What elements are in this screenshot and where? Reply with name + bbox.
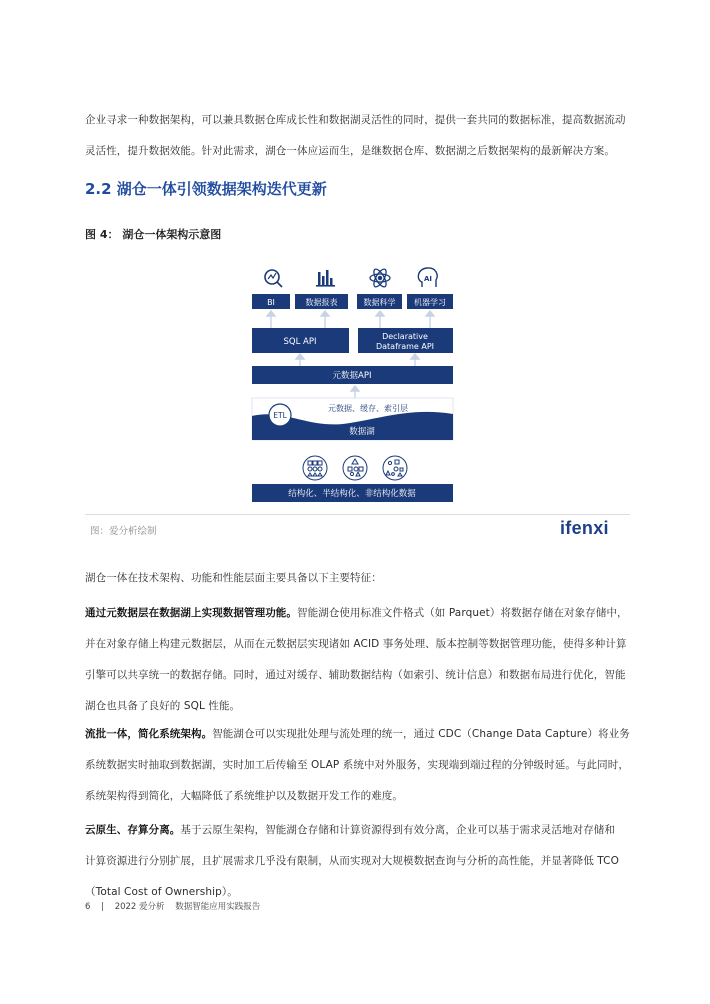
bottom-data-label: 结构化、半结构化、非结构化数据: [288, 489, 416, 499]
figure-divider: [85, 514, 630, 515]
etl-label: ETL: [273, 411, 287, 420]
diagram-svg: [240, 258, 470, 508]
lake-layers-label: 元数据、缓存、索引层: [328, 404, 408, 413]
top-label-report: 数据报表: [305, 298, 338, 307]
feature-3-text-1: 基于云原生架构，智能湖仓存储和计算资源得到有效分离，企业可以基于需求灵活地对存储和: [180, 824, 616, 836]
feature-3-line-3: （Total Cost of Ownership）。: [85, 886, 238, 898]
brand-logo: ifenxi: [560, 518, 609, 538]
feature-1-line-2: 并在对象存储上构建元数据层，从而在元数据层实现诸如 ACID 事务处理、版本控制等数据管理功能，使得多种计算: [85, 638, 627, 650]
feature-2-line-2: 系统数据实时抽取到数据湖，实时加工后传输至 OLAP 系统中对外服务，实现端到端过程的分钟级时延。与此同时，: [85, 759, 629, 771]
footer-separator: |: [101, 902, 104, 912]
figure-source: 图：爱分析绘制: [90, 526, 157, 537]
ai-head-icon: [418, 268, 437, 287]
features-intro: [85, 563, 630, 594]
feature-3-line-2: 计算资源进行分别扩展，且扩展需求几乎没有限制，从而实现对大规模数据查询与分析的高性能，并显著降低 TCO: [85, 855, 619, 867]
semi-structured-data-icon: [343, 456, 367, 480]
atom-icon: [370, 267, 390, 288]
feature-1-heading: 通过元数据层在数据湖上实现数据管理功能。: [85, 607, 297, 619]
page-footer: [85, 900, 268, 912]
declarative-label-1: Declarative: [382, 332, 428, 341]
feature-3-heading: 云原生、存算分离。: [85, 824, 181, 836]
feature-paragraph-3: [85, 815, 630, 908]
feature-2-line-3: 系统架构得到简化，大幅降低了系统维护以及数据开发工作的难度。: [85, 790, 403, 802]
bar-chart-icon: [316, 270, 335, 287]
intro-line-1: 企业寻求一种数据架构，可以兼具数据仓库成长性和数据湖灵活性的同时，提供一套共同的数据标准，提高数据流动: [85, 114, 626, 126]
feature-2-text-1: 智能湖仓可以实现批处理与流处理的统一，通过 CDC（Change Data Capture）将业务: [212, 728, 630, 740]
data-lake-label: 数据湖: [349, 427, 375, 437]
feature-2-line-1: [85, 719, 630, 750]
top-label-science: 数据科学: [363, 298, 396, 307]
feature-paragraph-2: [85, 719, 630, 812]
lakehouse-diagram: [240, 258, 470, 508]
feature-1-line-4: 湖仓也具备了良好的 SQL 性能。: [85, 700, 241, 712]
top-label-ml: 机器学习: [414, 298, 446, 307]
features-intro-text: 湖仓一体在技术架构、功能和性能层面主要具备以下主要特征：: [85, 572, 382, 584]
feature-3-line-1: [85, 815, 630, 846]
section-title: 2.2 湖仓一体引领数据架构迭代更新: [85, 180, 327, 198]
top-label-bi: BI: [267, 298, 275, 307]
svg-text:AI: AI: [424, 275, 433, 283]
unstructured-data-icon: [383, 456, 407, 480]
figure-title: 图 4： 湖仓一体架构示意图: [85, 228, 222, 241]
feature-1-text-1: 智能湖仓使用标准文件格式（如 Parquet）将数据存储在对象存储中，: [297, 607, 628, 619]
feature-2-heading: 流批一体，简化系统架构。: [85, 728, 213, 740]
footer-report-title: 数据智能应用实践报告: [175, 902, 261, 912]
feature-1-line-3: 引擎可以共享统一的数据存储。同时，通过对缓存、辅助数据结构（如索引、统计信息）和数据布局进行优化，智能: [85, 669, 626, 681]
feature-1-line-1: [85, 598, 630, 629]
footer-brand: 2022 爱分析: [114, 902, 165, 912]
sql-api-label: SQL API: [283, 337, 317, 347]
search-chart-icon: [265, 270, 282, 287]
structured-data-icon: [303, 456, 327, 480]
flow-arrows: [267, 311, 434, 398]
feature-paragraph-1: [85, 598, 630, 722]
declarative-label-2: Dataframe API: [375, 342, 435, 351]
intro-paragraph: [85, 105, 630, 167]
intro-line-2: 灵活性，提升数据效能。针对此需求，湖仓一体应运而生，是继数据仓库、数据湖之后数据架构的最新解决方案。: [85, 145, 615, 157]
metadata-api-label: 元数据API: [332, 371, 372, 381]
page-number: 6: [85, 902, 91, 912]
